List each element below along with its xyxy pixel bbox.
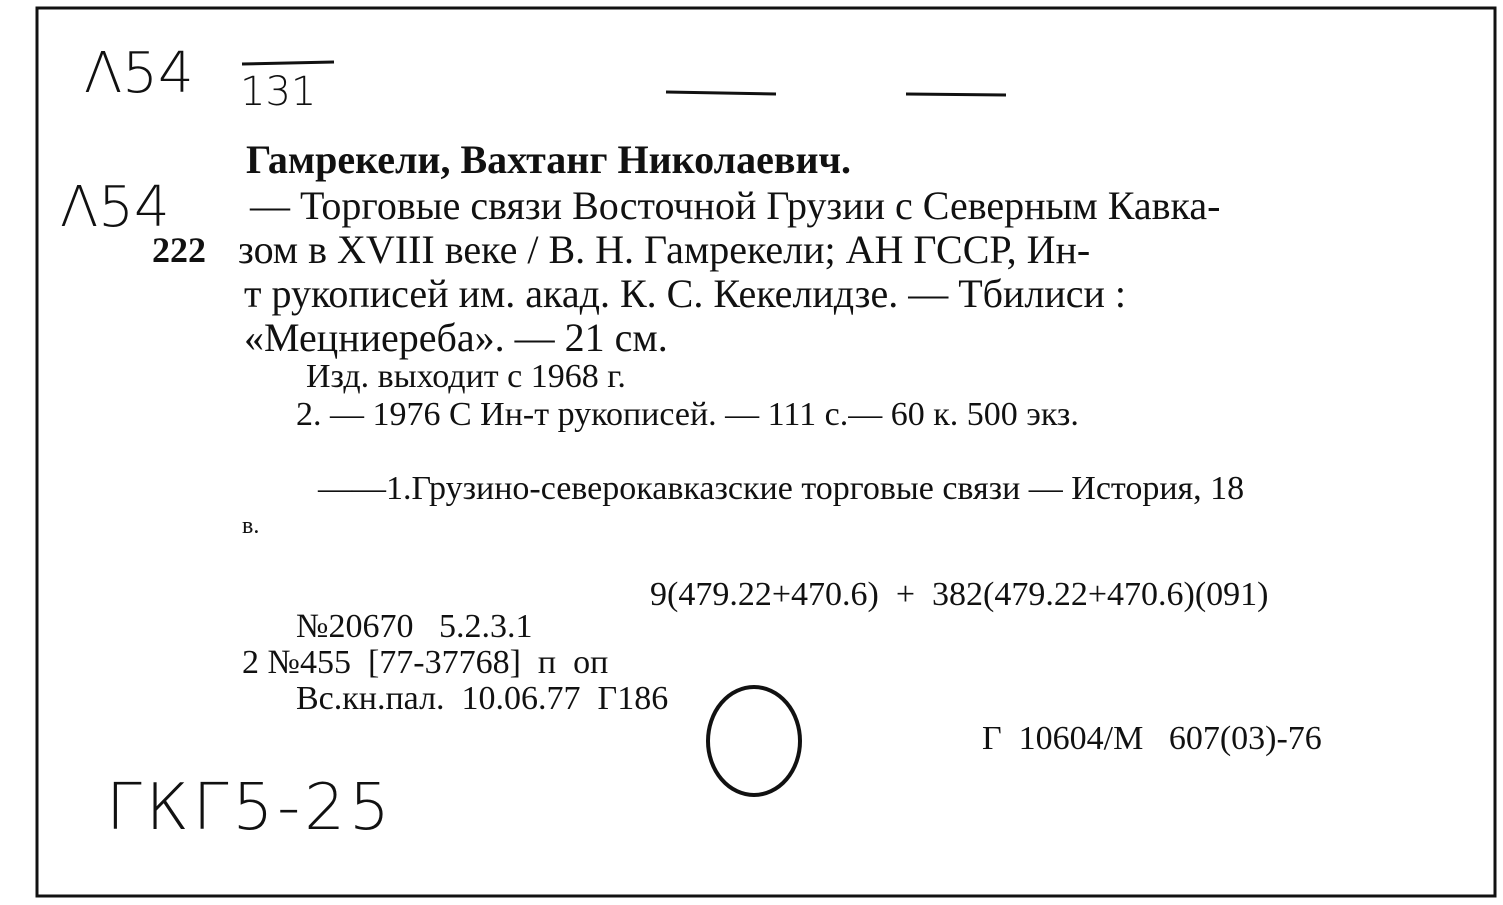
shelf-mark-left-sub: 222 — [152, 230, 206, 270]
shelf-mark-top-sub: 131 — [240, 69, 317, 115]
classification-index: 9(479.22+470.6) + 382(479.22+470.6)(091) — [650, 576, 1269, 613]
title-line-3: т рукописей им. акад. К. С. Кекелидзе. — Тбилиси : — [244, 271, 1127, 316]
stamp-circle — [708, 687, 800, 795]
series-note: Изд. выходит с 1968 г. — [306, 358, 626, 395]
title-line-2: зом в XVIII веке / В. Н. Гамрекели; АН ГССР, Ин- — [238, 227, 1091, 272]
subject-heading-line-2: в. — [242, 513, 260, 539]
shelf-mark-top: Λ54 — [84, 41, 194, 106]
title-line-1: — Торговые связи Восточной Грузии с Северным Кавка- — [250, 183, 1221, 228]
author-heading: Гамрекели, Вахтанг Николаевич. — [246, 137, 852, 182]
book-chamber-line: Вс.кн.пал. 10.06.77 Г186 — [296, 680, 669, 717]
dash-mark — [666, 92, 776, 94]
catalog-card — [6, 6, 1498, 899]
order-number: №20670 5.2.3.1 — [296, 608, 533, 645]
handwritten-code: ГКГ5-25 — [106, 771, 394, 845]
title-line-4: «Мецниереба». — 21 см. — [244, 315, 668, 360]
fraction-bar — [242, 62, 334, 64]
catalog-number: Г 10604/М 607(03)-76 — [982, 720, 1322, 757]
shelf-mark-left: Λ54 — [60, 175, 170, 240]
order-line-2: 2 №455 [77-37768] п оп — [242, 644, 609, 681]
dash-mark — [906, 94, 1006, 95]
volume-note: 2. — 1976 С Ин-т рукописей. — 111 с.— 60 к. 500 экз. — [296, 396, 1079, 433]
subject-heading-line-1: ——1.Грузино-северокавказские торговые связи — История, 18 — [318, 470, 1245, 507]
